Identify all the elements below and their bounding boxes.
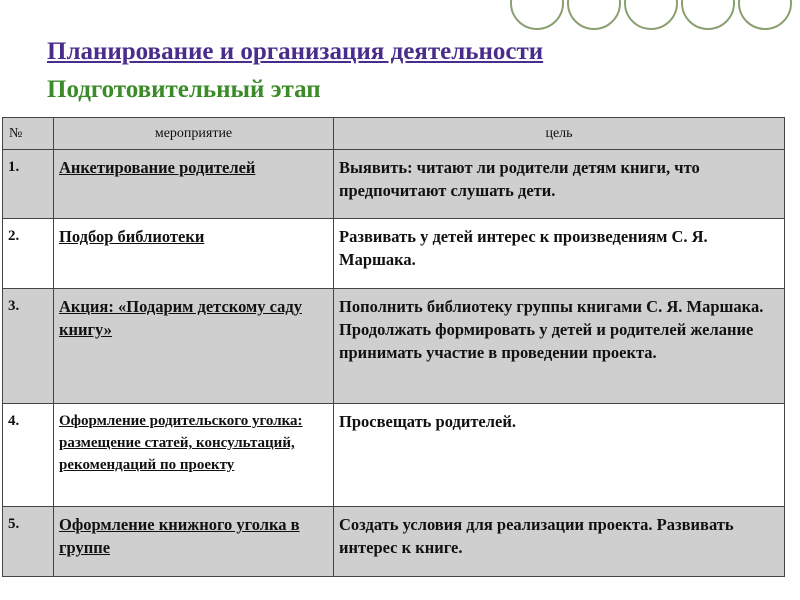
row-goal: Создать условия для реализации проекта. Развивать интерес к книге. xyxy=(334,507,785,577)
row-number: 2. xyxy=(3,219,54,289)
page-title: Планирование и организация деятельности xyxy=(47,38,544,65)
circle-decoration xyxy=(510,0,564,30)
row-goal: Пополнить библиотеку группы книгами С. Я. Маршака. Продолжать формировать у детей и родителей желание принимать участие в проведении проекта. xyxy=(334,289,785,404)
row-activity: Подбор библиотеки xyxy=(54,219,334,289)
circle-decoration xyxy=(567,0,621,30)
table-header-row xyxy=(3,118,785,150)
row-activity: Акция: «Подарим детскому саду книгу» xyxy=(54,289,334,404)
circle-decoration xyxy=(681,0,735,30)
row-goal: Просвещать родителей. xyxy=(334,404,785,507)
circle-decoration xyxy=(738,0,792,30)
row-number: 3. xyxy=(3,289,54,404)
activity-table xyxy=(2,117,785,577)
header-number: № xyxy=(3,118,54,150)
header-goal: цель xyxy=(334,118,785,150)
row-number: 1. xyxy=(3,150,54,219)
table-row xyxy=(3,289,785,404)
decorative-circles xyxy=(510,0,800,40)
row-activity: Оформление книжного уголка в группе xyxy=(54,507,334,577)
row-activity: Оформление родительского уголка: размещение статей, консультаций, рекомендаций по проекту xyxy=(54,404,334,507)
row-number: 5. xyxy=(3,507,54,577)
table-row xyxy=(3,507,785,577)
table-row xyxy=(3,219,785,289)
page-subtitle: Подготовительный этап xyxy=(47,76,321,103)
row-activity: Анкетирование родителей xyxy=(54,150,334,219)
row-goal: Развивать у детей интерес к произведениям С. Я. Маршака. xyxy=(334,219,785,289)
row-goal: Выявить: читают ли родители детям книги, что предпочитают слушать дети. xyxy=(334,150,785,219)
circle-decoration xyxy=(624,0,678,30)
row-number: 4. xyxy=(3,404,54,507)
table-row xyxy=(3,404,785,507)
header-activity: мероприятие xyxy=(54,118,334,150)
table-row xyxy=(3,150,785,219)
